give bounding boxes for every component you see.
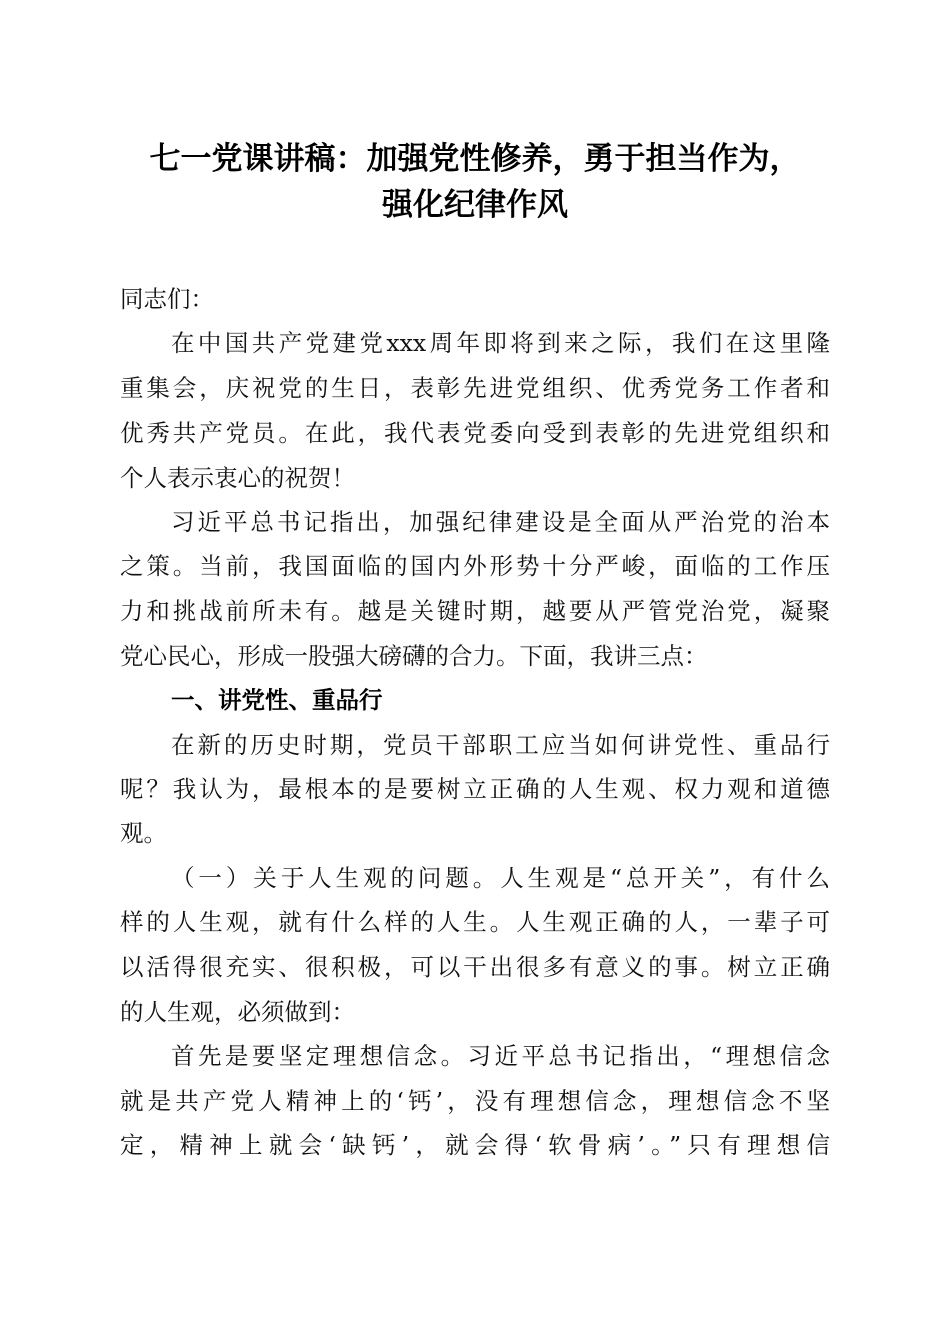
section-heading: 一、讲党性、重品行 <box>171 686 383 714</box>
paragraph-line: 重集会，庆祝党的生日，表彰先进党组织、优秀党务工作者和 <box>120 374 830 402</box>
paragraph-line: 首先是要坚定理想信念。习近平总书记指出，“理想信念 <box>171 1042 830 1070</box>
paragraph-line: 在新的历史时期，党员干部职工应当如何讲党性、重品行 <box>171 731 830 759</box>
paragraph-line: 的人生观，必须做到： <box>120 998 355 1026</box>
paragraph-line: 在中国共产党建党xxx周年即将到来之际，我们在这里隆 <box>171 329 830 357</box>
paragraph-line: 就是共产党人精神上的‘钙’，没有理想信念，理想信念不坚 <box>120 1087 830 1115</box>
paragraph-line: 呢？我认为，最根本的是要树立正确的人生观、权力观和道德 <box>120 775 830 803</box>
paragraph-line: 习近平总书记指出，加强纪律建设是全面从严治党的治本 <box>171 508 830 536</box>
paragraph-line: 力和挑战前所未有。越是关键时期，越要从严管党治党，凝聚 <box>120 597 830 625</box>
paragraph-line: 优秀共产党员。在此，我代表党委向受到表彰的先进党组织和 <box>120 419 830 447</box>
paragraph-line: 定，精神上就会‘缺钙’，就会得‘软骨病’。”只有理想信 <box>120 1131 830 1159</box>
paragraph-line: 党心民心，形成一股强大磅礴的合力。下面，我讲三点： <box>120 642 708 670</box>
paragraph-line: （一）关于人生观的问题。人生观是“总开关”，有什么 <box>171 864 830 892</box>
salutation: 同志们： <box>120 285 214 313</box>
paragraph-line: 以活得很充实、很积极，可以干出很多有意义的事。树立正确 <box>120 953 830 981</box>
paragraph-line: 个人表示衷心的祝贺！ <box>120 464 355 492</box>
paragraph-line: 样的人生观，就有什么样的人生。人生观正确的人，一辈子可 <box>120 908 830 936</box>
paragraph-line: 之策。当前，我国面临的国内外形势十分严峻，面临的工作压 <box>120 552 830 580</box>
document-title-line-1: 七一党课讲稿：加强党性修养，勇于担当作为， <box>149 141 801 177</box>
paragraph-line: 观。 <box>120 819 167 847</box>
document-title-line-2: 强化纪律作风 <box>382 187 568 223</box>
